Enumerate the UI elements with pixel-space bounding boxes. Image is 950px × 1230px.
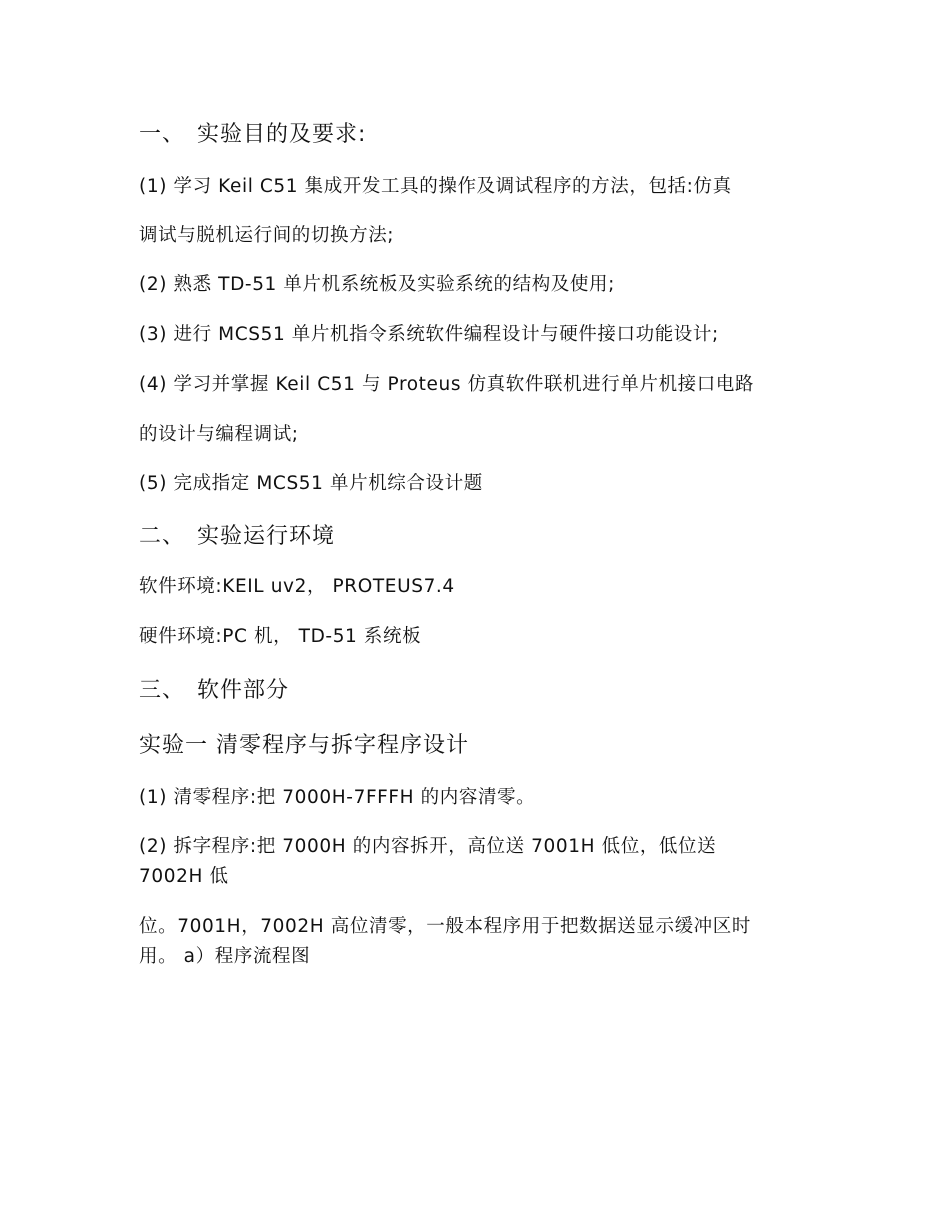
- experiment-subheading: 实验一 清零程序与拆字程序设计: [139, 733, 469, 758]
- section-number: 二、: [139, 524, 186, 549]
- objective-line-1: (1) 学习 Keil C51 集成开发工具的操作及调试程序的方法，包括:仿真: [139, 176, 732, 197]
- objective-line-5: (4) 学习并掌握 Keil C51 与 Proteus 仿真软件联机进行单片机接口电路: [139, 374, 755, 395]
- software-environment-line: 软件环境:KEIL uv2， PROTEUS7.4: [139, 576, 455, 597]
- section-number: 一、: [139, 122, 186, 147]
- section-title: 软件部分: [197, 678, 290, 703]
- section-title: 实验运行环境: [197, 524, 336, 549]
- section-heading-environment: [139, 523, 335, 551]
- experiment-line-4: 位。7001H，7002H 高位清零，一般本程序用于把数据送显示缓冲区时: [139, 916, 751, 937]
- objective-line-2: 调试与脱机运行间的切换方法;: [139, 225, 395, 246]
- section-number: 三、: [139, 678, 186, 703]
- experiment-line-1: (1) 清零程序:把 7000H-7FFFH 的内容清零。: [139, 787, 536, 808]
- objective-line-3: (2) 熟悉 TD-51 单片机系统板及实验系统的结构及使用;: [139, 274, 615, 295]
- section-heading-software: [139, 677, 289, 705]
- objective-line-7: (5) 完成指定 MCS51 单片机综合设计题: [139, 473, 483, 494]
- objective-line-6: 的设计与编程调试;: [139, 424, 299, 445]
- objective-line-4: (3) 进行 MCS51 单片机指令系统软件编程设计与硬件接口功能设计;: [139, 324, 719, 345]
- section-heading-objectives: [139, 121, 366, 149]
- experiment-line-3: 7002H 低: [139, 866, 229, 887]
- experiment-line-5: 用。 a）程序流程图: [139, 946, 311, 967]
- hardware-environment-line: 硬件环境:PC 机， TD-51 系统板: [139, 626, 422, 647]
- experiment-line-2: (2) 拆字程序:把 7000H 的内容拆开，高位送 7001H 低位，低位送: [139, 836, 717, 857]
- section-title: 实验目的及要求:: [197, 122, 367, 147]
